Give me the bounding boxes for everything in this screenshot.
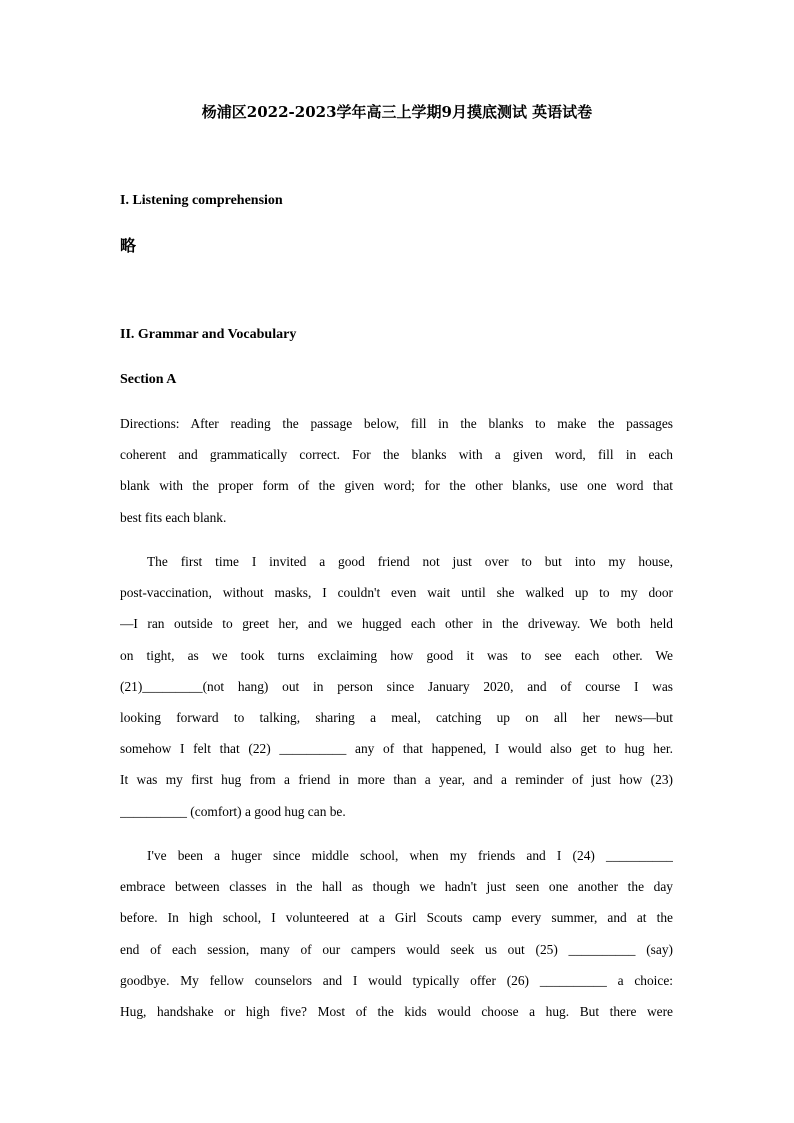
directions-line: Directions: After reading the passage below, fill in the blanks to make the passages [120,416,673,431]
passage-line: before. In high school, I volunteered at a Girl Scouts camp every summer, and at the [120,910,673,926]
part-1-heading: I. Listening comprehension [120,193,283,208]
passage-line: —I ran outside to greet her, and we hugged each other in the driveway. We both held [120,616,673,632]
directions-line: best fits each blank. [120,509,227,525]
passage-line: somehow I felt that (22) __________ any of that happened, I would also get to hug her. [120,741,673,757]
passage-line: It was my first hug from a friend in more than a year, and a reminder of just how (23) [120,772,673,788]
passage-line: end of each session, many of our campers would seek us out (25) __________ (say) [120,941,673,957]
document-title: 杨浦区2022-2023学年高三上学期9月摸底测试 英语试卷 [201,103,593,121]
passage-line: I've been a huger since middle school, when my friends and I (24) __________ [147,848,673,863]
part-2-heading: II. Grammar and Vocabulary [120,327,297,342]
passage-line: The first time I invited a good friend not just over to but into my house, [147,554,673,569]
passage-paragraph-2 [120,840,673,1027]
directions-line: blank with the proper form of the given word; for the other blanks, use one word that [120,478,673,494]
passage-line: embrace between classes in the hall as though we hadn't just seen one another the day [120,879,673,895]
passage-line: goodbye. My fellow counselors and I would typically offer (26) __________ a choice: [120,972,673,988]
part-1-note: 略 [120,236,137,255]
passage-line: on tight, as we took turns exclaiming how good it was to see each other. We [120,647,673,663]
passage-line: Hug, handshake or high five? Most of the kids would choose a hug. But there were [120,1003,673,1019]
passage-line: __________ (comfort) a good hug can be. [120,803,346,819]
passage-paragraph-1 [120,546,673,827]
directions-line: coherent and grammatically correct. For the blanks with a given word, fill in each [120,447,673,463]
passage-line: post-vaccination, without masks, I couldn't even wait until she walked up to my door [120,585,673,601]
passage-line: (21)_________(not hang) out in person since January 2020, and of course I was [120,678,673,694]
passage-line: looking forward to talking, sharing a meal, catching up on all her news—but [120,709,673,725]
directions-paragraph [120,408,673,533]
section-a-heading: Section A [120,372,177,387]
